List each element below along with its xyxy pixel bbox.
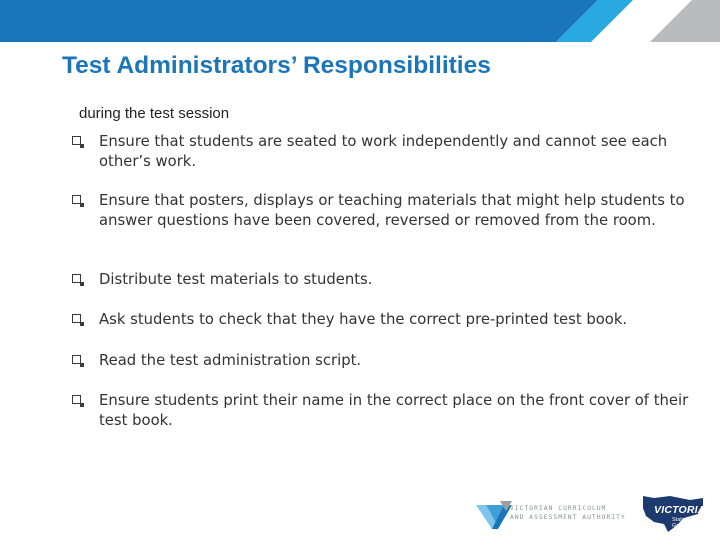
bullet-text: Read the test administration script. — [99, 352, 362, 369]
victoria-sub-line-1: State — [672, 517, 685, 523]
bullet-text: Ask students to check that they have the correct pre-printed test book. — [99, 311, 628, 328]
bullet-text: Ensure that posters, displays or teaching materials that might help students to answer questions have been covered, reversed or removed from the room. — [99, 192, 685, 229]
checkbox-bullet-icon — [72, 314, 81, 323]
header-band — [0, 0, 720, 42]
header-band-blue — [0, 0, 598, 42]
bullet-text: Ensure that students are seated to work independently and cannot see each other’s work. — [99, 133, 668, 170]
checkbox-bullet-icon — [72, 274, 81, 283]
checkbox-bullet-icon — [72, 195, 81, 204]
vcaa-wordmark — [510, 504, 626, 522]
victoria-subtext — [672, 517, 702, 529]
vcaa-line-1: VICTORIAN CURRICULUM — [510, 505, 607, 512]
header-band-grey — [650, 0, 720, 42]
bullet-text: Ensure students print their name in the correct place on the front cover of their test book. — [99, 392, 689, 429]
slide-title: Test Administrators’ Responsibilities — [62, 52, 491, 79]
checkbox-bullet-icon — [72, 355, 81, 364]
vcaa-line-2: AND ASSESSMENT AUTHORITY — [510, 514, 626, 521]
victoria-wordmark: VICTORIA — [654, 504, 706, 516]
victoria-sub-line-2: Government — [672, 523, 703, 529]
slide-subtitle: during the test session — [79, 105, 230, 122]
checkbox-bullet-icon — [72, 136, 81, 145]
checkbox-bullet-icon — [72, 395, 81, 404]
bullet-text: Distribute test materials to students. — [99, 271, 373, 288]
